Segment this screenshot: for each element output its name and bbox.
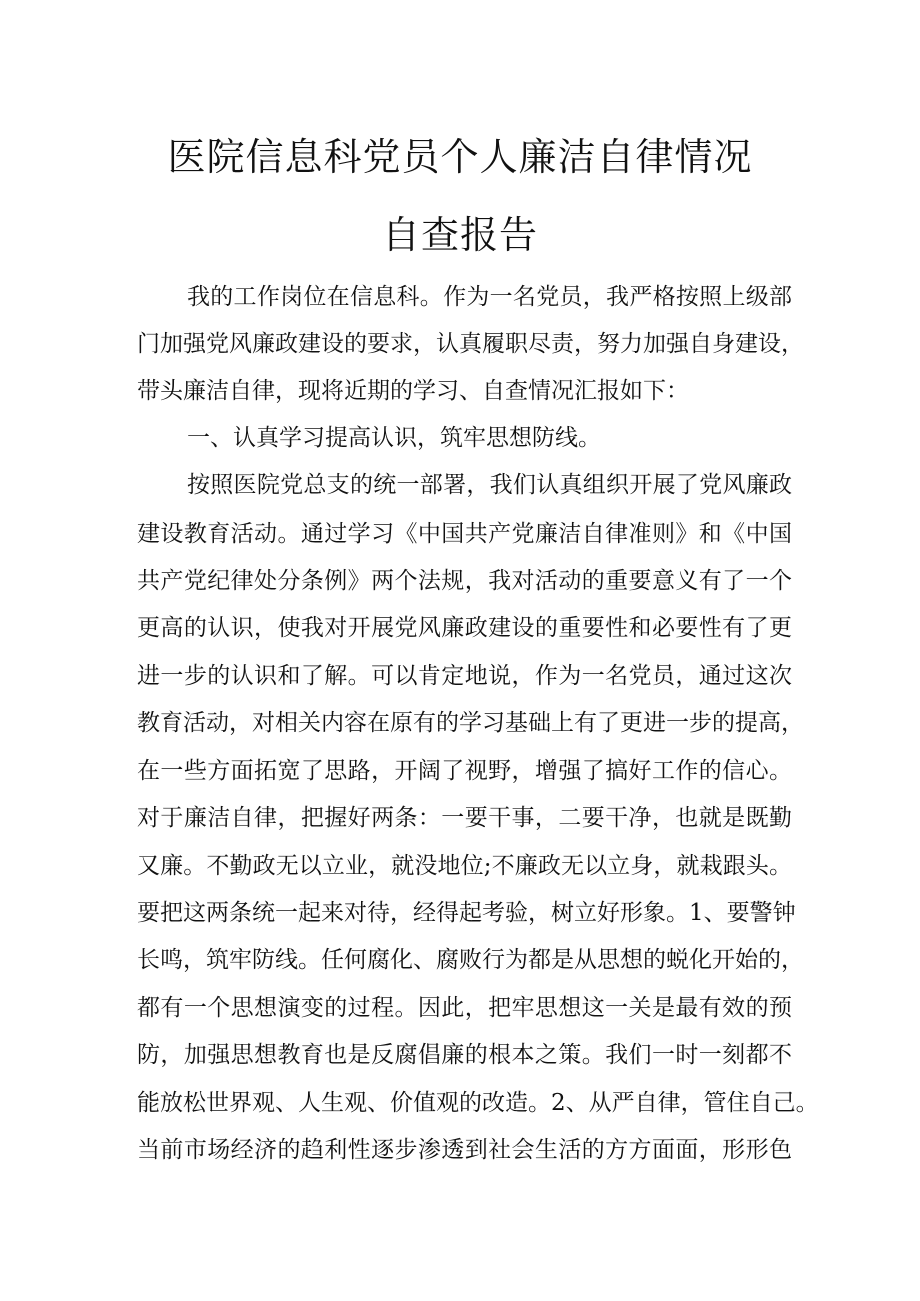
document-title-line-2: 自查报告 (381, 213, 538, 257)
body-line: 门加强党风廉政建设的要求，认真履职尽责，努力加强自身建设， (137, 331, 804, 357)
body-line: 按照医院党总支的统一部署，我们认真组织开展了党风廉政 (187, 472, 792, 498)
body-line: 防，加强思想教育也是反腐倡廉的根本之策。我们一时一刻都不 (137, 1042, 792, 1068)
body-line: 对于廉洁自律，把握好两条：一要干事，二要干净，也就是既勤 (137, 805, 792, 831)
body-line: 进一步的认识和了解。可以肯定地说，作为一名党员，通过这次 (137, 663, 792, 689)
body-line: 建设教育活动。通过学习《中国共产党廉洁自律准则》和《中国 (137, 521, 792, 547)
section-heading: 一、认真学习提高认识，筑牢思想防线。 (187, 425, 601, 451)
body-line: 在一些方面拓宽了思路，开阔了视野，增强了搞好工作的信心。 (137, 758, 792, 784)
body-line: 长鸣，筑牢防线。任何腐化、腐败行为都是从思想的蜕化开始的， (137, 947, 804, 973)
body-line: 当前市场经济的趋利性逐步渗透到社会生活的方方面面，形形色 (137, 1137, 792, 1163)
body-line: 共产党纪律处分条例》两个法规，我对活动的重要意义有了一个 (137, 568, 792, 594)
body-line: 更高的认识，使我对开展党风廉政建设的重要性和必要性有了更 (137, 615, 792, 641)
body-line: 又廉。不勤政无以立业，就没地位;不廉政无以立身，就栽跟头。 (137, 853, 792, 879)
body-line: 我的工作岗位在信息科。作为一名党员，我严格按照上级部 (187, 284, 792, 310)
body-line: 能放松世界观、人生观、价值观的改造。2、从严自律，管住自己。 (137, 1090, 819, 1116)
body-line: 都有一个思想演变的过程。因此，把牢思想这一关是最有效的预 (137, 995, 792, 1021)
body-line: 带头廉洁自律，现将近期的学习、自查情况汇报如下： (137, 378, 689, 404)
body-line: 教育活动，对相关内容在原有的学习基础上有了更进一步的提高， (137, 710, 804, 736)
body-line: 要把这两条统一起来对待，经得起考验，树立好形象。1、要警钟 (137, 900, 796, 926)
document-title-line-1: 医院信息科党员个人廉洁自律情况 (167, 135, 753, 179)
